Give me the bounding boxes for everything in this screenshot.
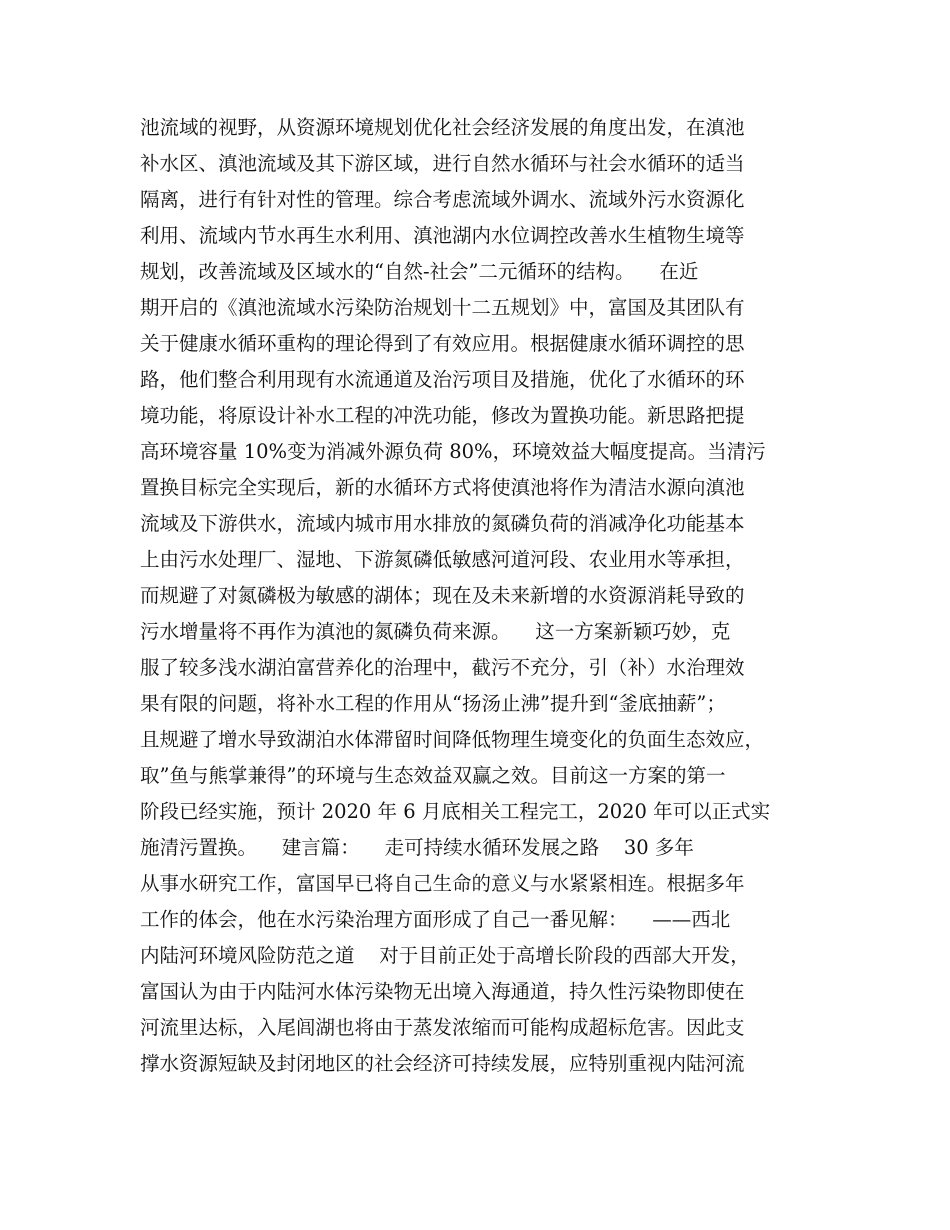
text-line: 富国认为由于内陆河水体污染物无出境入海通道，持久性污染物即使在 (140, 980, 745, 1003)
text-line: 补水区、滇池流域及其下游区域，进行自然水循环与社会水循环的适当 (140, 152, 745, 175)
text-line: 流域及下游供水，流域内城市用水排放的氮磷负荷的消减净化功能基本 (140, 512, 745, 535)
text-line: 隔离，进行有针对性的管理。综合考虑流域外调水、流域外污水资源化 (140, 188, 745, 211)
text-line: 工作的体会，他在水污染治理方面形成了自己一番见解： ——西北 (140, 908, 731, 931)
text-line: 高环境容量 10%变为消减外源负荷 80%，环境效益大幅度提高。当清污 (140, 440, 766, 463)
text-line: 池流域的视野，从资源环境规划优化社会经济发展的角度出发，在滇池 (140, 116, 745, 139)
text-line: 利用、流域内节水再生水利用、滇池湖内水位调控改善水生植物生境等 (140, 224, 745, 247)
text-line: 施清污置换。 建言篇： 走可持续水循环发展之路 30 多年 (140, 836, 694, 859)
text-line: 置换目标完全实现后，新的水循环方式将使滇池将作为清洁水源向滇池 (140, 476, 745, 499)
text-line: 而规避了对氮磷极为敏感的湖体；现在及未来新增的水资源消耗导致的 (140, 584, 745, 607)
text-line: 且规避了增水导致湖泊水体滞留时间降低物理生境变化的负面生态效应， (140, 728, 765, 751)
text-line: 境功能，将原设计补水工程的冲洗功能，修改为置换功能。新思路把提 (140, 404, 745, 427)
text-line: 内陆河环境风险防范之道 对于目前正处于高增长阶段的西部大开发， (140, 944, 750, 967)
body-text (140, 110, 830, 1082)
text-line: 关于健康水循环重构的理论得到了有效应用。根据健康水循环调控的思 (140, 332, 745, 355)
text-line: 从事水研究工作，富国早已将自己生命的意义与水紧紧相连。根据多年 (140, 872, 745, 895)
text-line: 取”鱼与熊掌兼得”的环境与生态效益双赢之效。目前这一方案的第一 (140, 764, 726, 787)
text-line: 路，他们整合利用现有水流通道及治污项目及措施，优化了水循环的环 (140, 368, 745, 391)
text-line: 果有限的问题，将补水工程的作用从“扬汤止沸”提升到“釜底抽薪”； (140, 692, 726, 715)
text-line: 规划，改善流域及区域水的“自然-社会”二元循环的结构。 在近 (140, 260, 699, 283)
text-line: 河流里达标，入尾闾湖也将由于蒸发浓缩而可能构成超标危害。因此支 (140, 1016, 745, 1039)
text-line: 上由污水处理厂、湿地、下游氮磷低敏感河道河段、农业用水等承担， (140, 548, 745, 571)
text-line: 服了较多浅水湖泊富营养化的治理中，截污不充分，引（补）水治理效 (140, 656, 745, 679)
text-line: 阶段已经实施，预计 2020 年 6 月底相关工程完工，2020 年可以正式实 (140, 800, 771, 823)
text-line: 期开启的《滇池流域水污染防治规划十二五规划》中，富国及其团队有 (140, 296, 745, 319)
text-line: 污水增量将不再作为滇池的氮磷负荷来源。 这一方案新颖巧妙，克 (140, 620, 731, 643)
text-line: 撑水资源短缺及封闭地区的社会经济可持续发展，应特别重视内陆河流 (140, 1052, 745, 1075)
